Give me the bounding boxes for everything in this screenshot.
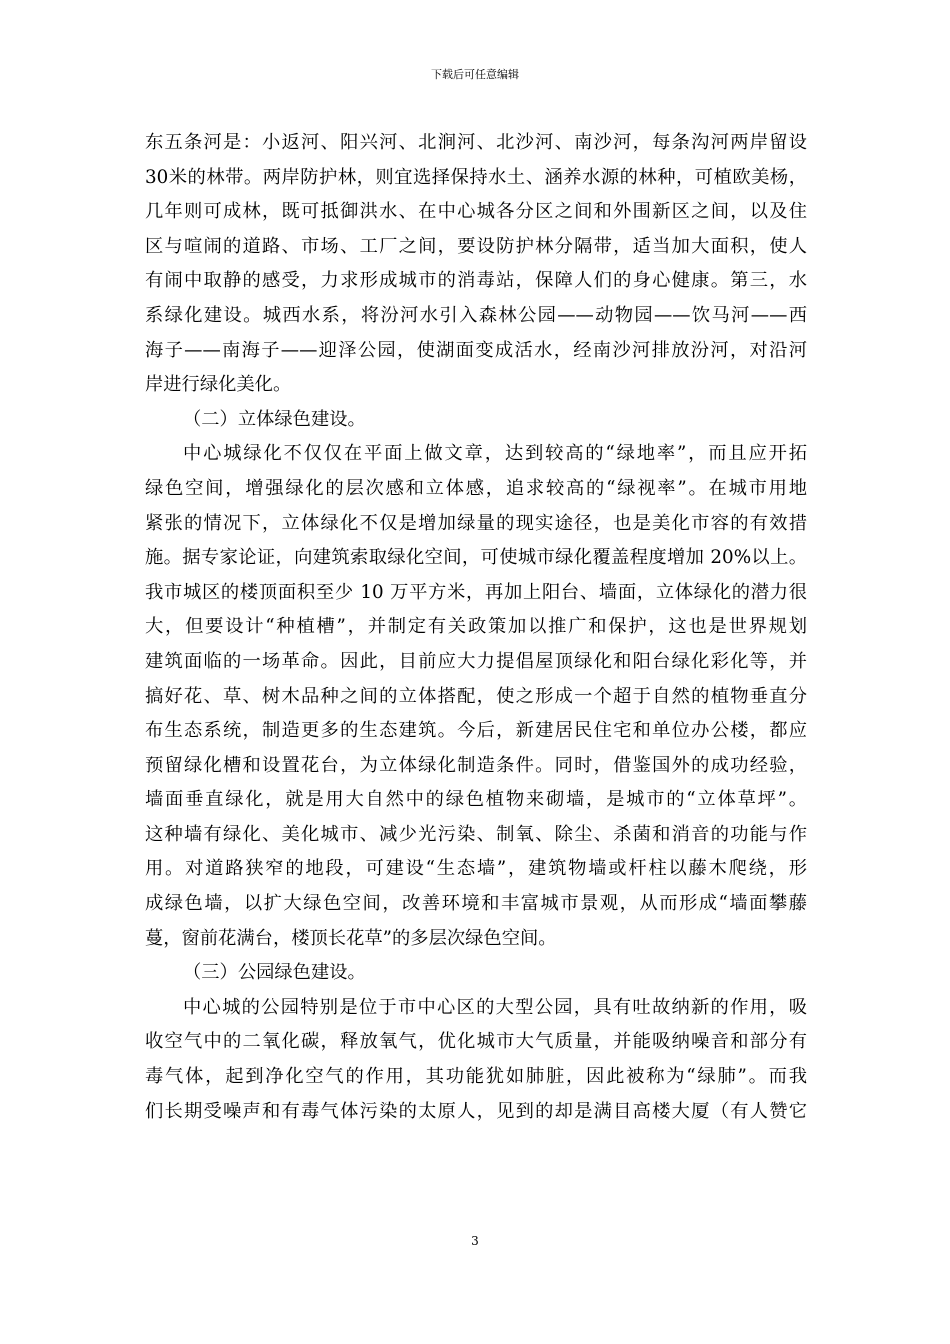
page-number: 3 [471, 1234, 479, 1248]
text-line: 东五条河是：小返河、阳兴河、北涧河、北沙河、南沙河，每条沟河两岸留设 [145, 132, 807, 153]
text-line: 们长期受噪声和有毒气体污染的太原人，见到的却是满目高楼大厦（有人赞它 [145, 1100, 807, 1122]
text-line: 墙面垂直绿化，就是用大自然中的绿色植物来砌墙，是城市的“立体草坪”。 [145, 789, 807, 811]
text-line: 搞好花、草、树木品种之间的立体搭配，使之形成一个超于自然的植物垂直分 [145, 685, 807, 707]
text-line: 用。对道路狭窄的地段，可建设“生态墙”，建筑物墙或杆柱以藤木爬绕，形 [145, 858, 807, 880]
text-line: 我市城区的楼顶面积至少 10 万平方米，再加上阳台、墙面，立体绿化的潜力很 [145, 581, 807, 603]
text-line: 成绿色墙，以扩大绿色空间，改善环境和丰富城市景观，从而形成“墙面攀藤 [145, 893, 807, 915]
body-text [145, 126, 807, 1129]
text-line: 几年则可成林，既可抵御洪水、在中心城各分区之间和外围新区之间，以及住 [145, 201, 807, 223]
text-line: 预留绿化槽和设置花台，为立体绿化制造条件。同时，借鉴国外的成功经验， [145, 754, 807, 776]
text-line: 施。据专家论证，向建筑索取绿化空间，可使城市绿化覆盖程度增加 20%以上。 [145, 547, 807, 569]
text-line: 海子——南海子——迎泽公园，使湖面变成活水，经南沙河排放汾河，对沿河 [145, 339, 807, 361]
text-line: 30米的林带。两岸防护林，则宜选择保持水土、涵养水源的林种，可植欧美杨， [145, 166, 807, 188]
text-line: 岸进行绿化美化。 [145, 374, 292, 396]
text-line: 建筑面临的一场革命。因此，目前应大力提倡屋顶绿化和阳台绿化彩化等，并 [145, 650, 807, 672]
text-line: 这种墙有绿化、美化城市、减少光污染、制氧、除尘、杀菌和消音的功能与作 [145, 823, 807, 845]
page-header: 下载后可任意编辑 [431, 68, 519, 81]
text-line: 中心城的公园特别是位于市中心区的大型公园，具有吐故纳新的作用，吸 [183, 996, 807, 1018]
text-line: 紧张的情况下，立体绿化不仅是增加绿量的现实途径，也是美化市容的有效措 [145, 512, 807, 534]
text-line: 蔓，窗前花满台，楼顶长花草”的多层次绿色空间。 [145, 927, 557, 949]
text-line: 绿色空间，增强绿化的层次感和立体感，追求较高的“绿视率”。在城市用地 [145, 477, 807, 499]
text-line: 大，但要设计“种植槽”，并制定有关政策加以推广和保护，这也是世界规划 [145, 616, 807, 638]
section-heading: （二）立体绿色建设。 [183, 408, 366, 430]
text-line: 系绿化建设。城西水系，将汾河水引入森林公园——动物园——饮马河——西 [145, 304, 807, 326]
text-line: 收空气中的二氧化碳，释放氧气，优化城市大气质量，并能吸纳噪音和部分有 [145, 1031, 807, 1053]
text-line: 毒气体，起到净化空气的作用，其功能犹如肺脏，因此被称为“绿肺”。而我 [145, 1066, 807, 1088]
text-line: 中心城绿化不仅仅在平面上做文章，达到较高的“绿地率”，而且应开拓 [183, 443, 807, 465]
text-line: 有闹中取静的感受，力求形成城市的消毒站，保障人们的身心健康。第三，水 [145, 270, 807, 292]
text-line: 区与喧闹的道路、市场、工厂之间，要设防护林分隔带，适当加大面积，使人 [145, 235, 807, 257]
section-heading: （三）公园绿色建设。 [183, 962, 366, 984]
text-line: 布生态系统，制造更多的生态建筑。今后，新建居民住宅和单位办公楼，都应 [145, 720, 807, 742]
